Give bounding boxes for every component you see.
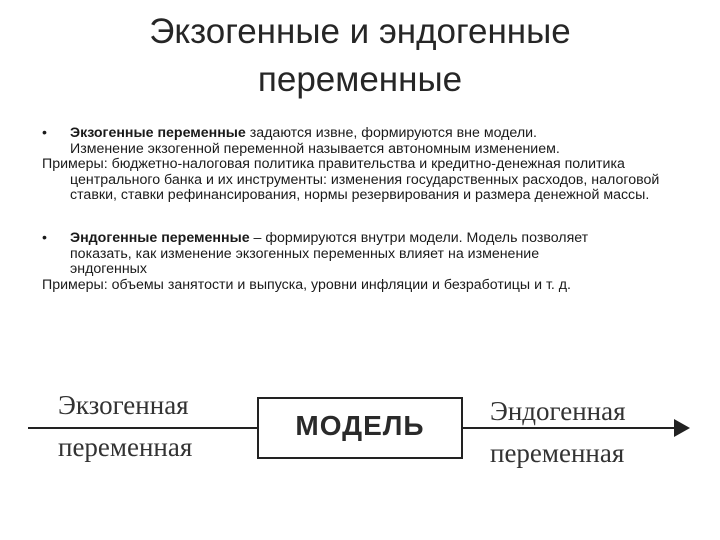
title-line-2: переменные	[257, 60, 463, 99]
page-title	[0, 8, 720, 104]
exogenous-definition-line-2: Изменение экзогенной переменной называется автономным изменением.	[70, 140, 560, 157]
endogenous-examples: Примеры: объемы занятости и выпуска, уровни инфляции и безработицы и т. д.	[42, 276, 571, 293]
output-label-line-1: Эндогенная	[490, 396, 626, 426]
input-label-line-2: переменная	[58, 432, 193, 462]
endogenous-definition-line-3: эндогенных	[70, 261, 147, 278]
endogenous-item	[42, 231, 682, 278]
title-line-1: Экзогенные и эндогенные	[149, 12, 571, 51]
model-diagram	[28, 376, 692, 486]
exogenous-term: Экзогенные переменные	[70, 125, 246, 141]
exogenous-definition: задаются извне, формируются вне модели.	[245, 125, 538, 141]
model-label: МОДЕЛЬ	[295, 410, 425, 441]
endogenous-definition-line-2: показать, как изменение экзогенных переменных влияет на изменение	[70, 245, 540, 262]
bullet-icon: •	[42, 229, 47, 246]
endogenous-term: Эндогенные переменные	[70, 229, 250, 246]
endogenous-definition: – формируются внутри модели. Модель позволяет	[249, 229, 589, 246]
content-text	[42, 126, 682, 293]
exogenous-item	[42, 126, 682, 157]
output-arrow-head-icon	[674, 419, 690, 437]
input-label-line-1: Экзогенная	[58, 390, 189, 420]
bullet-icon: •	[42, 125, 47, 141]
exogenous-examples: Примеры: бюджетно-налоговая политика правительства и кредитно-денежная политика центрального банка и их инструменты: изменения государственных расходов, налоговой ставки, ставки рефинансирования, нормы резервирования и размера денежной массы.	[42, 156, 660, 204]
output-label-line-2: переменная	[490, 438, 625, 468]
